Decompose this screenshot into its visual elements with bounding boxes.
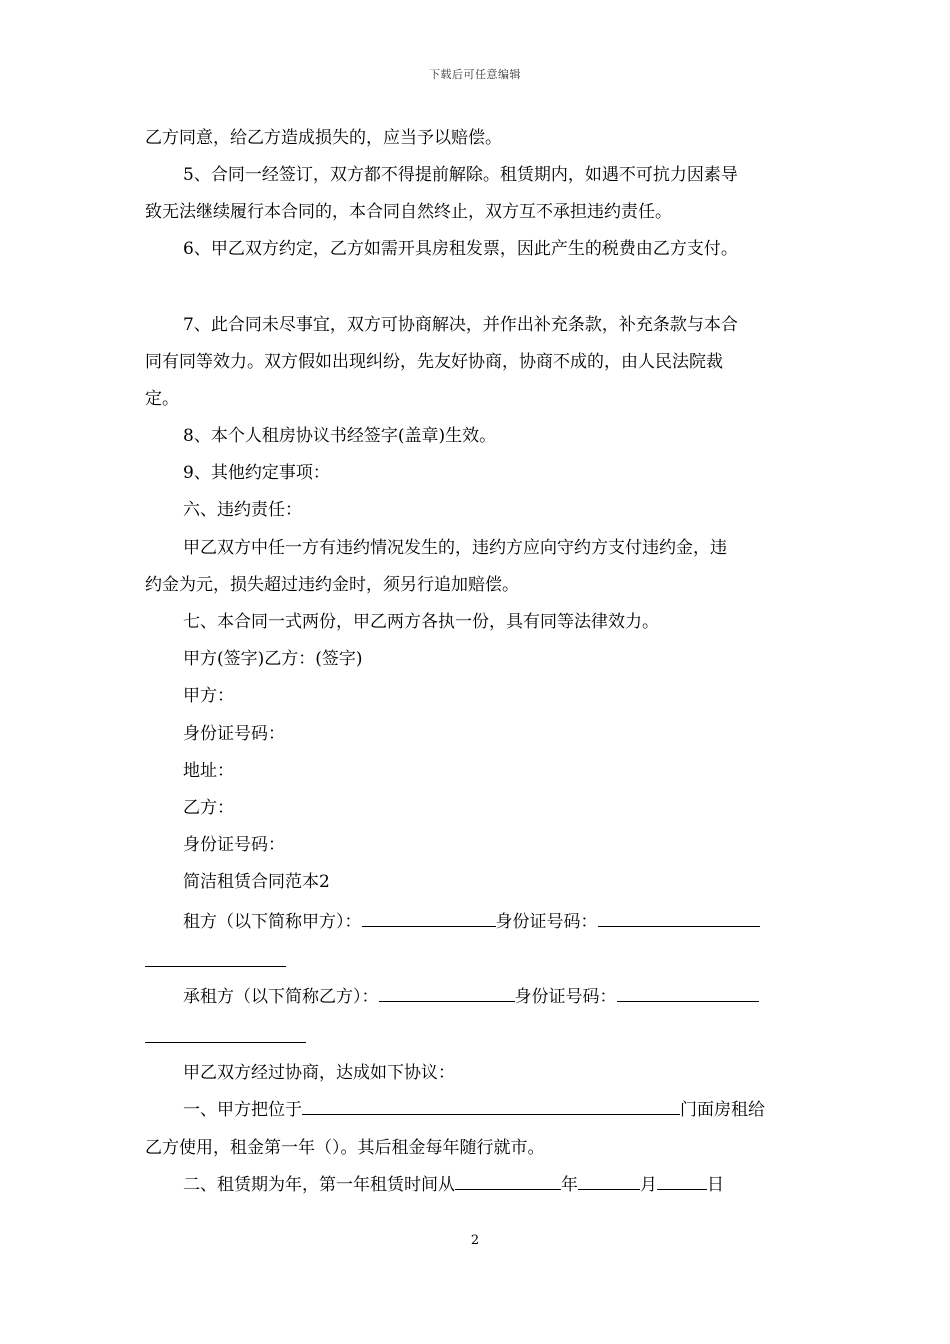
blank-continuation	[145, 966, 286, 967]
paragraph-line: 甲乙双方中任一方有违约情况发生的，违约方应向守约方支付违约金，违	[183, 538, 727, 558]
paragraph-line: 8、本个人租房协议书经签字(盖章)生效。	[183, 426, 497, 446]
page-header: 下载后可任意编辑	[429, 68, 521, 81]
clause-text: 一、甲方把位于	[183, 1100, 302, 1120]
clause-text: 门面房租给	[680, 1100, 765, 1120]
id-number-blank	[617, 983, 759, 1002]
paragraph-line: 七、本合同一式两份，甲乙两方各执一份，具有同等法律效力。	[183, 612, 659, 632]
paragraph-line: 定。	[145, 389, 179, 409]
page-number: 2	[470, 1233, 480, 1248]
paragraph-line: 7、此合同未尽事宜，双方可协商解决，并作出补充条款，补充条款与本合	[183, 315, 738, 335]
id-number-label: 身份证号码：	[183, 835, 285, 855]
clause-text: 月	[640, 1175, 657, 1195]
paragraph-line: 致无法继续履行本合同的，本合同自然终止，双方互不承担违约责任。	[145, 202, 672, 222]
section-heading: 六、违约责任：	[183, 500, 302, 520]
paragraph-line: 同有同等效力。双方假如出现纠纷，先友好协商，协商不成的，由人民法院裁	[145, 352, 723, 372]
paragraph-line	[145, 1092, 807, 1129]
lessor-label: 租方（以下简称甲方）：	[183, 912, 362, 932]
lessee-line	[145, 979, 807, 1016]
lessor-blank	[362, 908, 496, 927]
id-number-blank	[598, 908, 760, 927]
id-number-label: 身份证号码：	[183, 724, 285, 744]
lessor-line	[145, 904, 807, 941]
paragraph-line	[145, 1167, 807, 1204]
party-a-label: 甲方：	[183, 686, 234, 706]
paragraph-line: 6、甲乙双方约定，乙方如需开具房租发票，因此产生的税费由乙方支付。	[183, 239, 738, 259]
location-blank	[302, 1096, 680, 1115]
paragraph-line: 9、其他约定事项：	[183, 463, 330, 483]
day-blank	[657, 1171, 707, 1190]
paragraph-line: 甲乙双方经过协商，达成如下协议：	[183, 1063, 455, 1083]
address-label: 地址：	[183, 761, 234, 781]
clause-text: 日	[707, 1175, 724, 1195]
paragraph-line: 5、合同一经签订，双方都不得提前解除。租赁期内，如遇不可抗力因素导	[183, 165, 738, 185]
lessee-label: 承租方（以下简称乙方）：	[183, 987, 379, 1007]
paragraph-line: 乙方同意，给乙方造成损失的，应当予以赔偿。	[145, 128, 502, 148]
year-blank	[455, 1171, 561, 1190]
lessee-blank	[379, 983, 515, 1002]
month-blank	[578, 1171, 640, 1190]
party-b-label: 乙方：	[183, 798, 234, 818]
blank-continuation	[145, 1042, 306, 1043]
contract-title: 简洁租赁合同范本2	[183, 872, 330, 892]
signature-line: 甲方(签字)乙方：(签字)	[183, 649, 363, 669]
id-number-label: 身份证号码：	[495, 912, 598, 932]
clause-text: 年	[561, 1175, 578, 1195]
paragraph-line: 约金为元，损失超过违约金时，须另行追加赔偿。	[145, 575, 519, 595]
clause-text: 二、租赁期为年，第一年租赁时间从	[183, 1175, 455, 1195]
paragraph-line: 乙方使用，租金第一年（）。其后租金每年随行就市。	[145, 1138, 545, 1158]
id-number-label: 身份证号码：	[514, 987, 617, 1007]
